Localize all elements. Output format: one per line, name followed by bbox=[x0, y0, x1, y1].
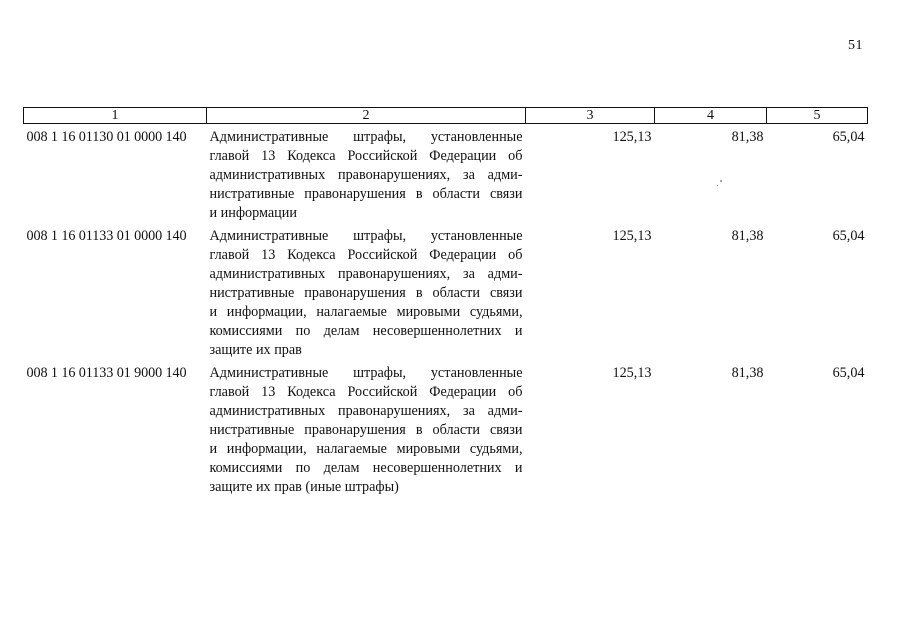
value-column-5: 65,04 bbox=[832, 129, 865, 145]
description-line: главой 13 Кодекса Российской Федерации об bbox=[209, 247, 523, 263]
description-line: и информации, налагаемые мировыми судьями, bbox=[209, 304, 523, 320]
scan-speck bbox=[720, 180, 722, 182]
value-column-3: 125,13 bbox=[612, 365, 652, 381]
table-row bbox=[24, 360, 868, 497]
value-column-5: 65,04 bbox=[832, 365, 865, 381]
description-line: главой 13 Кодекса Российской Федерации об bbox=[209, 148, 523, 164]
budget-code: 008 1 16 01133 01 0000 140 bbox=[26, 228, 187, 244]
page-number: 51 bbox=[848, 38, 863, 53]
table-header-row bbox=[24, 108, 868, 124]
description-line: комиссиями по делам несовершеннолетних и bbox=[209, 460, 523, 476]
row-description bbox=[207, 124, 526, 224]
description-line: комиссиями по делам несовершеннолетних и bbox=[209, 323, 523, 339]
budget-code: 008 1 16 01130 01 0000 140 bbox=[26, 129, 187, 145]
description-line: защите их прав bbox=[209, 342, 302, 358]
table-row bbox=[24, 124, 868, 224]
column-header-2: 2 bbox=[207, 108, 526, 124]
budget-table bbox=[23, 107, 868, 497]
scan-speck bbox=[717, 185, 718, 186]
description-line: административных правонарушениях, за адми- bbox=[209, 266, 523, 282]
column-header-1: 1 bbox=[24, 108, 207, 124]
column-header-3: 3 bbox=[526, 108, 655, 124]
description-line: и информации bbox=[209, 205, 297, 221]
value-column-3: 125,13 bbox=[612, 129, 652, 145]
value-column-4: 81,38 bbox=[731, 365, 764, 381]
description-line: главой 13 Кодекса Российской Федерации об bbox=[209, 384, 523, 400]
description-line: защите их прав (иные штрафы) bbox=[209, 479, 399, 495]
value-column-3: 125,13 bbox=[612, 228, 652, 244]
description-line: и информации, налагаемые мировыми судьями, bbox=[209, 441, 523, 457]
column-header-5: 5 bbox=[767, 108, 868, 124]
row-description bbox=[207, 223, 526, 360]
row-description bbox=[207, 360, 526, 497]
description-line: административных правонарушениях, за адми- bbox=[209, 167, 523, 183]
column-header-4: 4 bbox=[655, 108, 767, 124]
description-line: нистративные правонарушения в области связи bbox=[209, 186, 523, 202]
table-row bbox=[24, 223, 868, 360]
description-line: административных правонарушениях, за адми- bbox=[209, 403, 523, 419]
description-line: нистративные правонарушения в области связи bbox=[209, 285, 523, 301]
description-line: нистративные правонарушения в области связи bbox=[209, 422, 523, 438]
description-line: Административные штрафы, установленные bbox=[209, 365, 523, 381]
budget-code: 008 1 16 01133 01 9000 140 bbox=[26, 365, 187, 381]
value-column-5: 65,04 bbox=[832, 228, 865, 244]
description-line: Административные штрафы, установленные bbox=[209, 228, 523, 244]
description-line: Административные штрафы, установленные bbox=[209, 129, 523, 145]
value-column-4: 81,38 bbox=[731, 228, 764, 244]
value-column-4: 81,38 bbox=[731, 129, 764, 145]
